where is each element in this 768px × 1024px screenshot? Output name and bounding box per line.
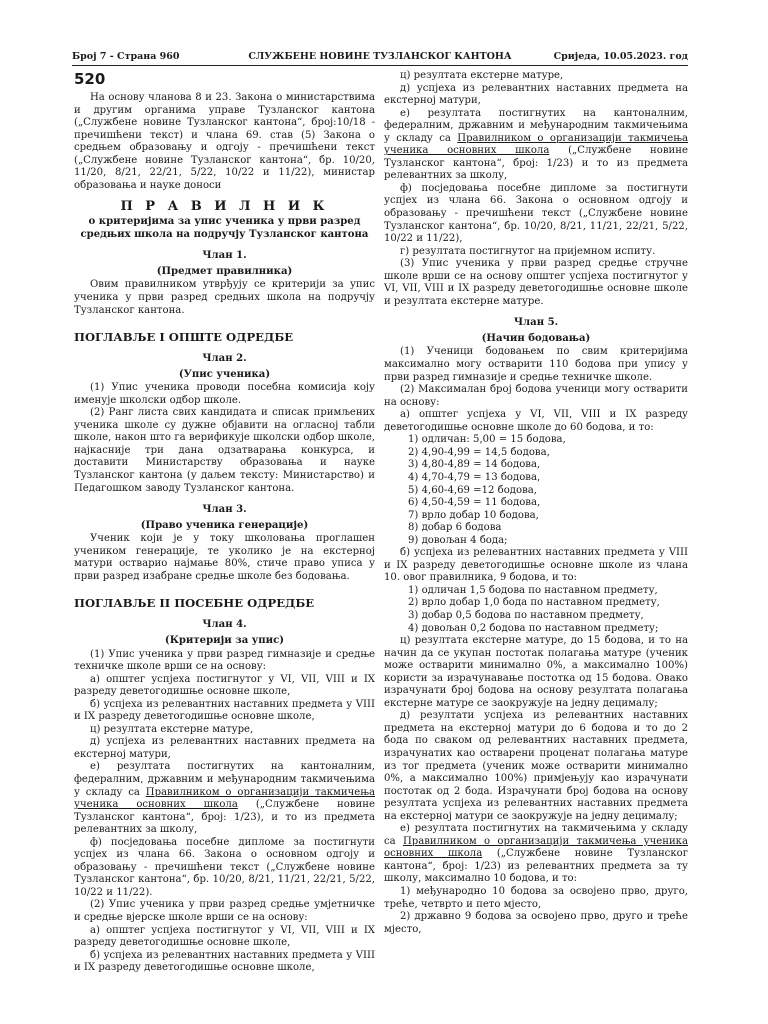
list-item: 2) врло добар 1,0 бода по наставном предмету, (408, 597, 660, 609)
paragraph: Ученик који је у току школовања проглашен учеником генерације, те уколико је на екстерној матури остварио најмање 80%, стиче право уписа у први разред изабране средње школе без бодовања. (74, 533, 375, 582)
list-item: 4) довољан 0,2 бодова по наставном предмету; (408, 622, 659, 634)
article-number: Члан 2. (202, 353, 247, 365)
regulation-link[interactable]: Правилником о организацији такмичења ученика основних школа (74, 786, 375, 811)
paragraph (74, 761, 375, 836)
paragraph: д) успјеха из релевантних наставних предмета на екстерној матури, (384, 82, 688, 107)
chapter-heading: ПОГЛАВЉЕ II ПОСЕБНЕ ОДРЕДБЕ (74, 596, 315, 611)
list-item: 1) одличан 1,5 бодова по наставном предмету, (408, 584, 658, 596)
article-title: (Начин бодовања) (481, 332, 591, 344)
document-title: П Р А В И Л Н И К (120, 199, 329, 215)
paragraph: ц) резултата екстерне матуре, (400, 70, 564, 81)
paragraph-text: е) резултата постигнутих на кантоналним, федералним, државним и међународним такмичењима у складу са (74, 761, 375, 798)
article-number: Члан 4. (202, 619, 247, 631)
right-column (384, 70, 688, 936)
article-title: (Предмет правилника) (156, 265, 293, 277)
paragraph: (2) Упис ученика у први разред средње умјетничке и средње вјерске школе врши се на основу: (74, 899, 375, 923)
list-item: 1) одличан: 5,00 = 15 бодова, (408, 434, 566, 446)
paragraph: ц) резултата екстерне матуре, до 15 бодова, и то на начин да се укупан постотак полагања матуре (ученик може остварити минимално 0%, а максимално 100%) користи за израчунавање постотка од 15 бодова. Овако израчунати број бодова на основу резултата полагања екстерне матуре се заокружује на једну децималу; (384, 635, 688, 709)
paragraph-text: („Службене новине Тузланског кантона“, број: 1/23), и то из предмета релевантних за школу, (74, 799, 375, 836)
paragraph-text: е) резултата постигнутих на такмичењима у складу са (384, 823, 688, 847)
left-column (74, 70, 375, 975)
list-item: 8) добар 6 бодова (408, 522, 502, 534)
paragraph: (1) Ученици бодовањем по свим критеријима максимално могу остварити 110 бодова при упису у први разред гимназије и средње техничке школе. (384, 346, 688, 383)
list-item: 9) довољан 4 бода; (408, 534, 508, 546)
list-item: 2) 4,90-4,99 = 14,5 бодова, (408, 446, 550, 458)
paragraph: (2) Ранг листа свих кандидата и списак примљених ученика школе су дужне објавити на огласној табли школе, након што га верификује школски одбор школе, најкасније три дана одзатварања конкурса, и доставити Министарству образовања и науке Тузланског кантона (у даљем тексту: Министарство) и Педагошком заводу Тузланског кантона. (74, 407, 375, 494)
paragraph (384, 108, 688, 183)
paragraph: г) резултата постигнутог на пријемном испиту. (400, 245, 656, 257)
paragraph: б) успјеха из релевантних наставних предмета у VIII и IX разреду деветогодишње основне школе, (74, 949, 375, 974)
paragraph-text: е) резултата постигнутих на кантоналним, федералним, државним и међународним такмичењима у складу са (384, 107, 688, 144)
header-publication-title: СЛУЖБЕНЕ НОВИНЕ ТУЗЛАНСКОГ КАНТОНА (248, 51, 512, 62)
paragraph: (1) Упис ученика у први разред гимназије и средње техничке школе врши се на основу: (74, 648, 375, 673)
paragraph: 2) државно 9 бодова за освојено прво, друго и треће мјесто, (384, 911, 688, 935)
header-date: Сриједа, 10.05.2023. год (553, 51, 688, 62)
list-item: 6) 4,50-4,59 = 11 бодова, (408, 497, 541, 509)
paragraph-text: („Службене новине Тузланског кантона“, број: 1/23) из релевантних предмета за ту школу, максимално 10 бодова, и то: (384, 848, 688, 885)
regulation-link[interactable]: Правилником о организацији такмичења ученика основних школа (384, 132, 688, 157)
list-item: 3) добар 0,5 бодова по наставном предмету, (408, 609, 644, 621)
paragraph: б) успјеха из релевантних наставних предмета у VIII и IX разреду деветогодишње основне школе из члана 10. овог правилника, 9 бодова, и то: (384, 547, 688, 584)
article-number: Члан 1. (202, 250, 247, 262)
article-number: Члан 3. (202, 504, 247, 516)
list-item: 5) 4,60-4,69 =12 бодова, (408, 484, 538, 496)
paragraph: ф) посједовања посебне дипломе за постигнути успјех из члана 66. Закона о основном одгоју и образовању - пречишћени текст („Службене новине Тузланског кантона“, бр. 10/20, 8/21, 11/21, 22/21, 5/22, 10/22 и 11/22), (384, 182, 688, 245)
list-item: 3) 4,80-4,89 = 14 бодова, (408, 459, 541, 471)
chapter-heading: ПОГЛАВЉЕ I ОПШТЕ ОДРЕДБЕ (74, 330, 294, 345)
header-issue-page: Број 7 - Страна 960 (72, 51, 180, 62)
article-title: (Право ученика генерације) (140, 519, 309, 531)
paragraph: а) општег успјеха постигнутог у VI, VII, VIII и IX разреду деветогодишње основне школе, (74, 673, 375, 698)
paragraph: (2) Максималан број бодова ученици могу остварити на основу: (384, 384, 688, 408)
article-title: (Упис ученика) (178, 368, 271, 380)
decision-number: 520 (74, 70, 106, 88)
header-rule (72, 65, 688, 66)
paragraph: На основу чланова 8 и 23. Закона о министарствима и другим органима управе Тузланског кантона („Службене новине Тузланског кантона“, број:10/18 - пречишћени текст) и члана 69. став (5) Закона о средњем образовању и одгоју - пречишћени текст („Службене новине Тузланског кантона“, бр. 10/20, 11/20, 8/21, 22/21, 5/22, 10/22 и 11/22), министар образовања и науке доноси (74, 92, 375, 191)
paragraph: Овим правилником утврђују се критерији за упис ученика у први разред средњих школа на подручју Тузланског кантона. (74, 279, 375, 316)
paragraph: ц) резултата екстерне матуре, (90, 723, 254, 735)
paragraph (384, 823, 688, 886)
paragraph: (3) Упис ученика у први разред средње стручне школе врши се на основу општег успјеха постигнутог у VI, VII, VIII и IX разреду деветогодишње основне школе и резултата екстерне матуре. (384, 258, 688, 307)
paragraph: б) успјеха из релевантних наставних предмета у VIII и IX разреду деветогодишње основне школе, (74, 698, 375, 723)
paragraph: а) општег успјеха постигнутог у VI, VII, VIII и IX разреду деветогодишње основне школе, (74, 924, 375, 949)
article-title: (Критерији за упис) (164, 634, 285, 646)
list-item: 7) врло добар 10 бодова, (408, 509, 539, 521)
regulation-link[interactable]: Правилником о организацији такмичења ученика основних школа (384, 835, 689, 860)
paragraph: д) успјеха из релевантних наставних предмета на екстерној матури, (74, 736, 375, 760)
paragraph-text: („Службене новине Тузланског кантона“, број: 1/23) и то из предмета релевантних за школу, (384, 145, 688, 182)
paragraph: (1) Упис ученика проводи посебна комисија коју именује школски одбор школе. (74, 382, 375, 406)
paragraph: ф) посједовања посебне дипломе за постигнути успјех из члана 66. Закона о основном одгоју и образовању - пречишћени текст („Службене новине Тузланског кантона“, бр. 10/20, 8/21, 11/21, 22/21, 5/22, 10/22 и 11/22). (74, 836, 375, 898)
list-item: 4) 4,70-4,79 = 13 бодова, (408, 471, 541, 483)
article-number: Члан 5. (513, 317, 559, 329)
page-header (72, 50, 688, 64)
paragraph: а) општег успјеха у VI, VII, VIII и IX разреду деветогодишње основне школе до 60 бодова, и то: (384, 409, 688, 433)
document-subtitle: о критеријима за упис ученика у први разред средњих школа на подручју Тузланског кантона (80, 216, 369, 240)
paragraph: 1) међународно 10 бодова за освојено прво, друго, треће, четврто и пето мјесто, (384, 886, 688, 910)
paragraph: д) резултати успјеха из релевантних наставних предмета на екстерној матури до 6 бодова и то до 2 бода по сваком од релевантних наставних предмета, израчунатих као остварени проценат полагања матуре из тог предмета (ученик може остварити минимално 0%, а максимално 100%) примјењују као израчунати постотак од 2 бода. Израчунати број бодова на основу резултата успјеха из релевантних наставних предмета на екстерној матури се заокружује на једну децималу; (384, 710, 688, 822)
